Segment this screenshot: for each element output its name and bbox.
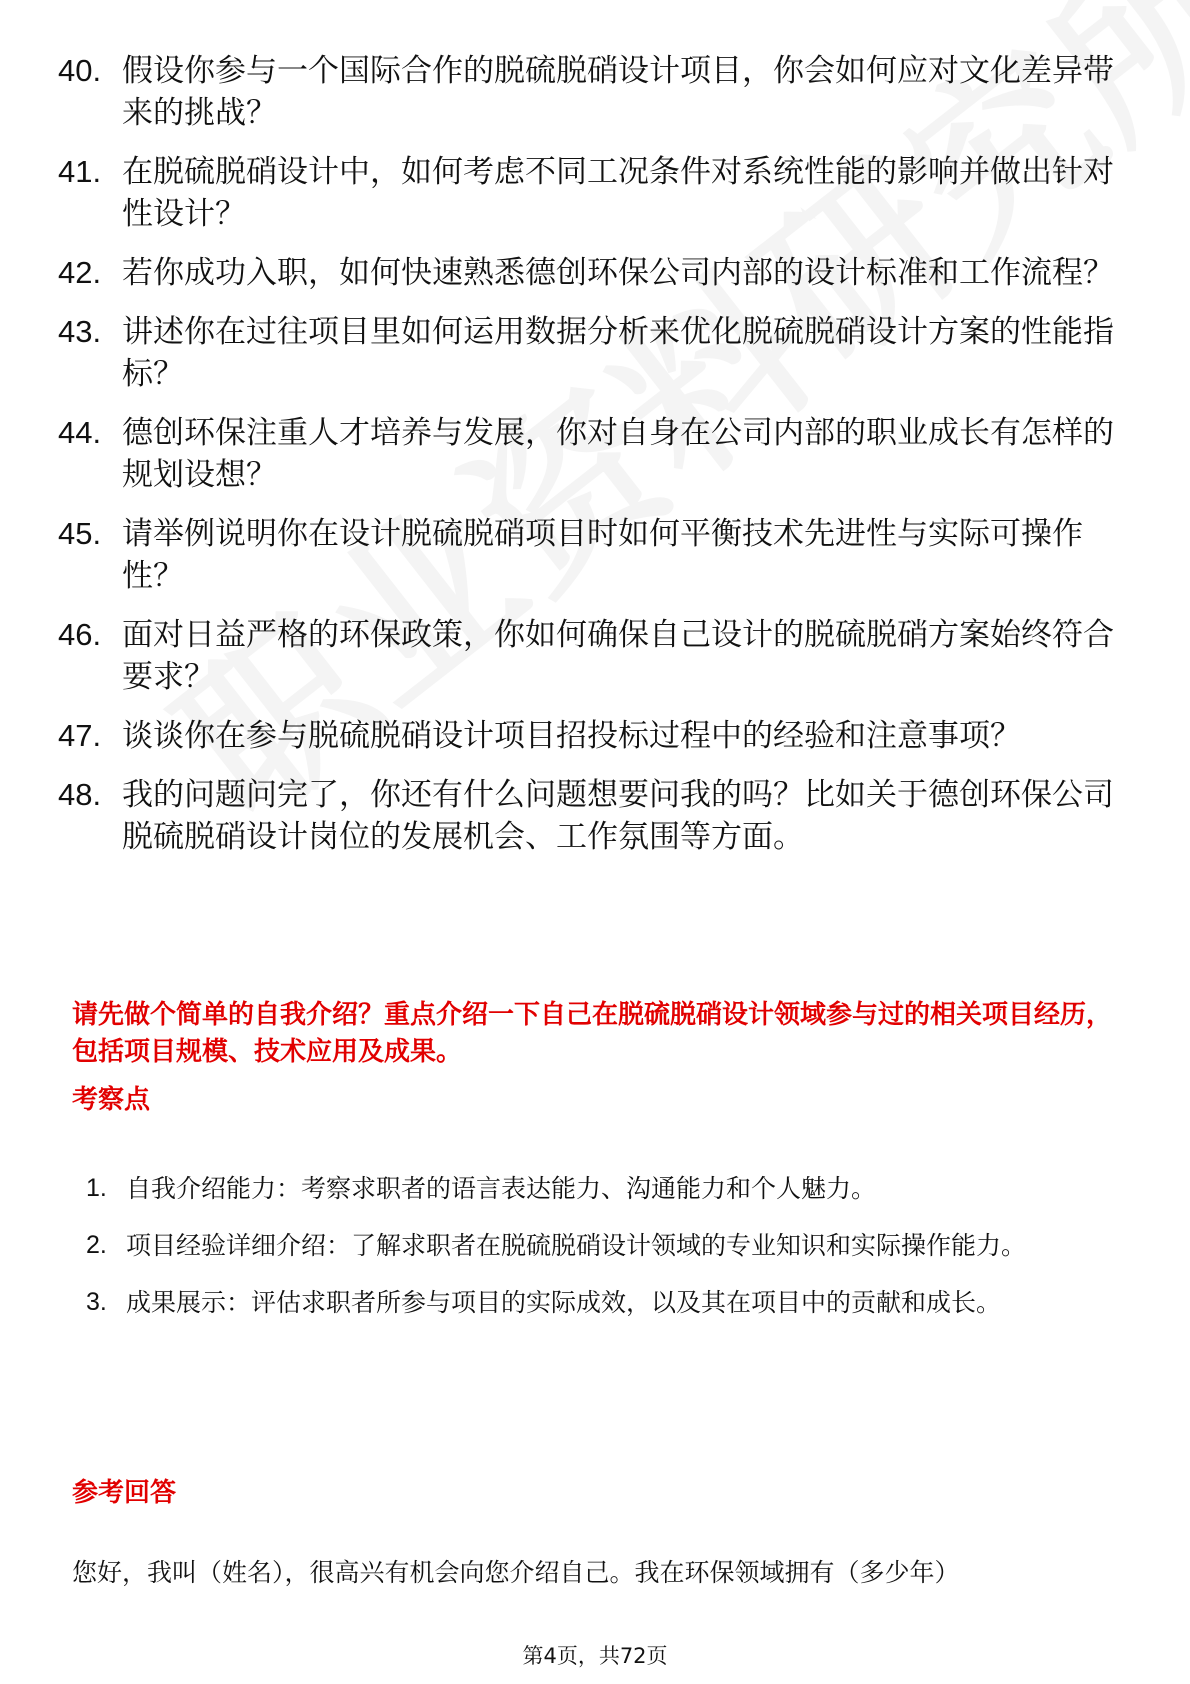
point-text: 项目经验详细介绍：了解求职者在脱硫脱硝设计领域的专业知识和实际操作能力。 [126,1231,1027,1260]
list-item [86,1160,1116,1217]
list-item [58,513,1118,597]
highlight-question: 请先做个简单的自我介绍？重点介绍一下自己在脱硫脱硝设计领域参与过的相关项目经历，包括项目规模、技术应用及成果。 [72,1000,1113,1067]
question-list [58,50,1118,875]
question-number: 45. [58,516,102,551]
list-item [86,1217,1116,1274]
question-text: 讲述你在过往项目里如何运用数据分析来优化脱硫脱硝设计方案的性能指标？ [122,314,1114,392]
question-text: 在脱硫脱硝设计中，如何考虑不同工况条件对系统性能的影响并做出针对性设计？ [122,154,1114,232]
list-item [86,1274,1116,1331]
page-footer: 第4页，共72页 [522,1644,668,1668]
question-number: 46. [58,617,102,652]
question-number: 43. [58,314,102,349]
question-text: 若你成功入职，如何快速熟悉德创环保公司内部的设计标准和工作流程？ [122,255,1114,291]
question-number: 48. [58,777,102,812]
question-text: 假设你参与一个国际合作的脱硫脱硝设计项目，你会如何应对文化差异带来的挑战？ [122,53,1114,131]
question-text: 德创环保注重人才培养与发展，你对自身在公司内部的职业成长有怎样的规划设想？ [122,415,1114,493]
list-item [58,50,1118,134]
list-item [58,151,1118,235]
list-item [58,774,1118,858]
answer-section-title: 参考回答 [72,1478,177,1508]
focus-points-list [86,1160,1116,1331]
point-number: 3. [86,1288,107,1316]
question-text: 请举例说明你在设计脱硫脱硝项目时如何平衡技术先进性与实际可操作性？ [122,516,1083,594]
question-number: 47. [58,718,102,753]
point-number: 2. [86,1231,107,1259]
list-item [58,311,1118,395]
list-item [58,614,1118,698]
list-item [58,412,1118,496]
point-text: 自我介绍能力：考察求职者的语言表达能力、沟通能力和个人魅力。 [126,1174,877,1203]
list-item [58,252,1118,294]
focus-section-title: 考察点 [72,1085,151,1115]
answer-text: 您好，我叫（姓名），很高兴有机会向您介绍自己。我在环保领域拥有（多少年） [72,1558,960,1587]
question-number: 42. [58,255,102,290]
question-text: 我的问题问完了，你还有什么问题想要问我的吗？比如关于德创环保公司脱硫脱硝设计岗位的发展机会、工作氛围等方面。 [122,777,1114,855]
question-text: 面对日益严格的环保政策，你如何确保自己设计的脱硫脱硝方案始终符合要求？ [122,617,1114,695]
list-item [58,715,1118,757]
question-text: 谈谈你在参与脱硫脱硝设计项目招投标过程中的经验和注意事项？ [122,718,1021,754]
question-number: 40. [58,53,102,88]
question-number: 44. [58,415,102,450]
point-text: 成果展示：评估求职者所参与项目的实际成效，以及其在项目中的贡献和成长。 [126,1288,1002,1317]
point-number: 1. [86,1174,107,1202]
question-number: 41. [58,154,102,189]
